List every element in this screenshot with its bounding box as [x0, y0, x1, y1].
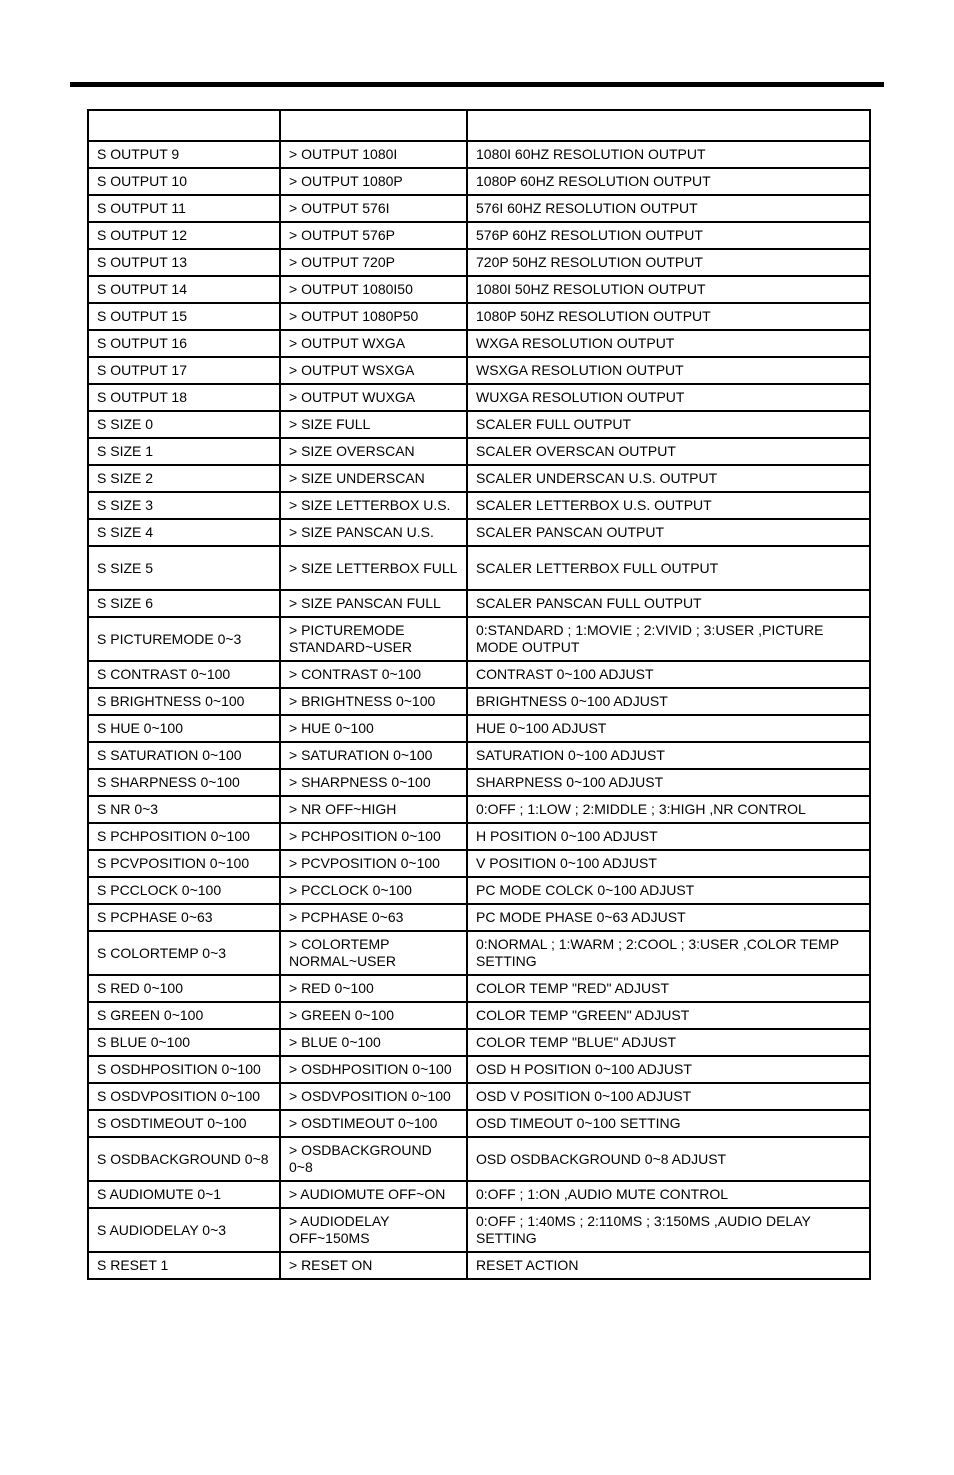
- response-cell: > SIZE LETTERBOX U.S.: [280, 492, 467, 519]
- description-cell: SHARPNESS 0~100 ADJUST: [467, 769, 870, 796]
- response-cell: > SIZE FULL: [280, 411, 467, 438]
- command-cell: S OSDTIMEOUT 0~100: [88, 1110, 280, 1137]
- command-cell: S SIZE 6: [88, 590, 280, 617]
- description-cell: OSD TIMEOUT 0~100 SETTING: [467, 1110, 870, 1137]
- response-cell: > NR OFF~HIGH: [280, 796, 467, 823]
- response-cell: > SIZE LETTERBOX FULL: [280, 546, 467, 590]
- description-cell: CONTRAST 0~100 ADJUST: [467, 661, 870, 688]
- table-row: [88, 1083, 870, 1110]
- response-cell: > BLUE 0~100: [280, 1029, 467, 1056]
- command-cell: S PCPHASE 0~63: [88, 904, 280, 931]
- table-row: [88, 904, 870, 931]
- description-cell: SCALER OVERSCAN OUTPUT: [467, 438, 870, 465]
- description-cell: RESET ACTION: [467, 1252, 870, 1279]
- header-response: [280, 110, 467, 141]
- table-row: [88, 357, 870, 384]
- response-cell: > OSDBACKGROUND 0~8: [280, 1137, 467, 1181]
- command-cell: S OUTPUT 15: [88, 303, 280, 330]
- table-row: [88, 823, 870, 850]
- command-cell: S AUDIODELAY 0~3: [88, 1208, 280, 1252]
- description-cell: COLOR TEMP "RED" ADJUST: [467, 975, 870, 1002]
- response-cell: > OUTPUT 576I: [280, 195, 467, 222]
- table-row: [88, 877, 870, 904]
- command-cell: S PCVPOSITION 0~100: [88, 850, 280, 877]
- command-table: [87, 109, 871, 1280]
- command-cell: S OUTPUT 9: [88, 141, 280, 168]
- table-row: [88, 276, 870, 303]
- table-row: [88, 661, 870, 688]
- table-row: [88, 796, 870, 823]
- table-row: [88, 411, 870, 438]
- command-cell: S NR 0~3: [88, 796, 280, 823]
- description-cell: SCALER LETTERBOX U.S. OUTPUT: [467, 492, 870, 519]
- response-cell: > PICTUREMODE STANDARD~USER: [280, 617, 467, 661]
- command-cell: S BRIGHTNESS 0~100: [88, 688, 280, 715]
- description-cell: COLOR TEMP "GREEN" ADJUST: [467, 1002, 870, 1029]
- response-cell: > OUTPUT 1080P: [280, 168, 467, 195]
- table-row: [88, 168, 870, 195]
- table-row: [88, 1056, 870, 1083]
- top-rule: [70, 82, 884, 87]
- description-cell: 576P 60HZ RESOLUTION OUTPUT: [467, 222, 870, 249]
- response-cell: > BRIGHTNESS 0~100: [280, 688, 467, 715]
- command-cell: S PICTUREMODE 0~3: [88, 617, 280, 661]
- command-cell: S HUE 0~100: [88, 715, 280, 742]
- response-cell: > OUTPUT 576P: [280, 222, 467, 249]
- table-row: [88, 330, 870, 357]
- command-cell: S GREEN 0~100: [88, 1002, 280, 1029]
- response-cell: > SIZE PANSCAN FULL: [280, 590, 467, 617]
- description-cell: SATURATION 0~100 ADJUST: [467, 742, 870, 769]
- table-row: [88, 141, 870, 168]
- description-cell: PC MODE PHASE 0~63 ADJUST: [467, 904, 870, 931]
- response-cell: > PCHPOSITION 0~100: [280, 823, 467, 850]
- table-row: [88, 931, 870, 975]
- table-row: [88, 222, 870, 249]
- response-cell: > CONTRAST 0~100: [280, 661, 467, 688]
- response-cell: > OSDTIMEOUT 0~100: [280, 1110, 467, 1137]
- response-cell: > SIZE UNDERSCAN: [280, 465, 467, 492]
- response-cell: > OUTPUT 1080P50: [280, 303, 467, 330]
- response-cell: > OUTPUT 1080I50: [280, 276, 467, 303]
- command-cell: S COLORTEMP 0~3: [88, 931, 280, 975]
- table-row: [88, 195, 870, 222]
- response-cell: > OSDHPOSITION 0~100: [280, 1056, 467, 1083]
- response-cell: > OSDVPOSITION 0~100: [280, 1083, 467, 1110]
- table-row: [88, 769, 870, 796]
- command-cell: S OUTPUT 13: [88, 249, 280, 276]
- description-cell: SCALER PANSCAN OUTPUT: [467, 519, 870, 546]
- response-cell: > SIZE PANSCAN U.S.: [280, 519, 467, 546]
- response-cell: > SIZE OVERSCAN: [280, 438, 467, 465]
- table-row: [88, 303, 870, 330]
- description-cell: WUXGA RESOLUTION OUTPUT: [467, 384, 870, 411]
- command-cell: S AUDIOMUTE 0~1: [88, 1181, 280, 1208]
- description-cell: OSD OSDBACKGROUND 0~8 ADJUST: [467, 1137, 870, 1181]
- command-cell: S RESET 1: [88, 1252, 280, 1279]
- response-cell: > OUTPUT WXGA: [280, 330, 467, 357]
- table-row: [88, 850, 870, 877]
- description-cell: SCALER UNDERSCAN U.S. OUTPUT: [467, 465, 870, 492]
- response-cell: > PCCLOCK 0~100: [280, 877, 467, 904]
- description-cell: 1080I 50HZ RESOLUTION OUTPUT: [467, 276, 870, 303]
- response-cell: > PCPHASE 0~63: [280, 904, 467, 931]
- description-cell: SCALER PANSCAN FULL OUTPUT: [467, 590, 870, 617]
- table-row: [88, 249, 870, 276]
- command-cell: S SIZE 5: [88, 546, 280, 590]
- description-cell: HUE 0~100 ADJUST: [467, 715, 870, 742]
- table-row: [88, 742, 870, 769]
- table-row: [88, 519, 870, 546]
- description-cell: V POSITION 0~100 ADJUST: [467, 850, 870, 877]
- description-cell: 1080P 50HZ RESOLUTION OUTPUT: [467, 303, 870, 330]
- command-cell: S PCHPOSITION 0~100: [88, 823, 280, 850]
- table-row: [88, 688, 870, 715]
- command-cell: S SATURATION 0~100: [88, 742, 280, 769]
- command-cell: S SHARPNESS 0~100: [88, 769, 280, 796]
- command-cell: S OUTPUT 17: [88, 357, 280, 384]
- description-cell: WSXGA RESOLUTION OUTPUT: [467, 357, 870, 384]
- command-cell: S PCCLOCK 0~100: [88, 877, 280, 904]
- response-cell: > RESET ON: [280, 1252, 467, 1279]
- response-cell: > PCVPOSITION 0~100: [280, 850, 467, 877]
- command-table-body: [88, 110, 870, 1279]
- command-cell: S OUTPUT 11: [88, 195, 280, 222]
- response-cell: > OUTPUT 720P: [280, 249, 467, 276]
- table-row: [88, 1110, 870, 1137]
- response-cell: > HUE 0~100: [280, 715, 467, 742]
- table-row: [88, 438, 870, 465]
- table-row: [88, 590, 870, 617]
- command-cell: S OSDHPOSITION 0~100: [88, 1056, 280, 1083]
- table-row: [88, 975, 870, 1002]
- command-cell: S RED 0~100: [88, 975, 280, 1002]
- response-cell: > OUTPUT WSXGA: [280, 357, 467, 384]
- command-cell: S OSDVPOSITION 0~100: [88, 1083, 280, 1110]
- response-cell: > AUDIOMUTE OFF~ON: [280, 1181, 467, 1208]
- header-description: [467, 110, 870, 141]
- command-cell: S CONTRAST 0~100: [88, 661, 280, 688]
- command-cell: S OUTPUT 16: [88, 330, 280, 357]
- description-cell: H POSITION 0~100 ADJUST: [467, 823, 870, 850]
- command-cell: S SIZE 2: [88, 465, 280, 492]
- command-cell: S OUTPUT 10: [88, 168, 280, 195]
- command-cell: S OUTPUT 12: [88, 222, 280, 249]
- description-cell: COLOR TEMP "BLUE" ADJUST: [467, 1029, 870, 1056]
- response-cell: > SHARPNESS 0~100: [280, 769, 467, 796]
- description-cell: 576I 60HZ RESOLUTION OUTPUT: [467, 195, 870, 222]
- command-cell: S SIZE 0: [88, 411, 280, 438]
- command-cell: S OUTPUT 14: [88, 276, 280, 303]
- table-row: [88, 715, 870, 742]
- header-command: [88, 110, 280, 141]
- description-cell: SCALER LETTERBOX FULL OUTPUT: [467, 546, 870, 590]
- description-cell: OSD V POSITION 0~100 ADJUST: [467, 1083, 870, 1110]
- table-row: [88, 1181, 870, 1208]
- description-cell: 1080I 60HZ RESOLUTION OUTPUT: [467, 141, 870, 168]
- table-row: [88, 1029, 870, 1056]
- description-cell: 0:OFF ; 1:LOW ; 2:MIDDLE ; 3:HIGH ,NR CONTROL: [467, 796, 870, 823]
- command-cell: S OSDBACKGROUND 0~8: [88, 1137, 280, 1181]
- description-cell: 1080P 60HZ RESOLUTION OUTPUT: [467, 168, 870, 195]
- response-cell: > OUTPUT WUXGA: [280, 384, 467, 411]
- description-cell: PC MODE COLCK 0~100 ADJUST: [467, 877, 870, 904]
- table-row: [88, 546, 870, 590]
- table-row: [88, 384, 870, 411]
- description-cell: WXGA RESOLUTION OUTPUT: [467, 330, 870, 357]
- description-cell: OSD H POSITION 0~100 ADJUST: [467, 1056, 870, 1083]
- table-header-row: [88, 110, 870, 141]
- response-cell: > COLORTEMP NORMAL~USER: [280, 931, 467, 975]
- description-cell: 0:OFF ; 1:ON ,AUDIO MUTE CONTROL: [467, 1181, 870, 1208]
- description-cell: 0:STANDARD ; 1:MOVIE ; 2:VIVID ; 3:USER ,PICTURE MODE OUTPUT: [467, 617, 870, 661]
- command-cell: S SIZE 4: [88, 519, 280, 546]
- command-cell: S SIZE 3: [88, 492, 280, 519]
- description-cell: 720P 50HZ RESOLUTION OUTPUT: [467, 249, 870, 276]
- table-row: [88, 1002, 870, 1029]
- description-cell: BRIGHTNESS 0~100 ADJUST: [467, 688, 870, 715]
- description-cell: 0:OFF ; 1:40MS ; 2:110MS ; 3:150MS ,AUDIO DELAY SETTING: [467, 1208, 870, 1252]
- response-cell: > RED 0~100: [280, 975, 467, 1002]
- description-cell: 0:NORMAL ; 1:WARM ; 2:COOL ; 3:USER ,COLOR TEMP SETTING: [467, 931, 870, 975]
- table-row: [88, 1208, 870, 1252]
- command-cell: S BLUE 0~100: [88, 1029, 280, 1056]
- description-cell: SCALER FULL OUTPUT: [467, 411, 870, 438]
- response-cell: > AUDIODELAY OFF~150MS: [280, 1208, 467, 1252]
- table-row: [88, 1252, 870, 1279]
- response-cell: > OUTPUT 1080I: [280, 141, 467, 168]
- table-row: [88, 465, 870, 492]
- response-cell: > SATURATION 0~100: [280, 742, 467, 769]
- table-row: [88, 617, 870, 661]
- command-cell: S SIZE 1: [88, 438, 280, 465]
- command-cell: S OUTPUT 18: [88, 384, 280, 411]
- table-row: [88, 1137, 870, 1181]
- table-row: [88, 492, 870, 519]
- response-cell: > GREEN 0~100: [280, 1002, 467, 1029]
